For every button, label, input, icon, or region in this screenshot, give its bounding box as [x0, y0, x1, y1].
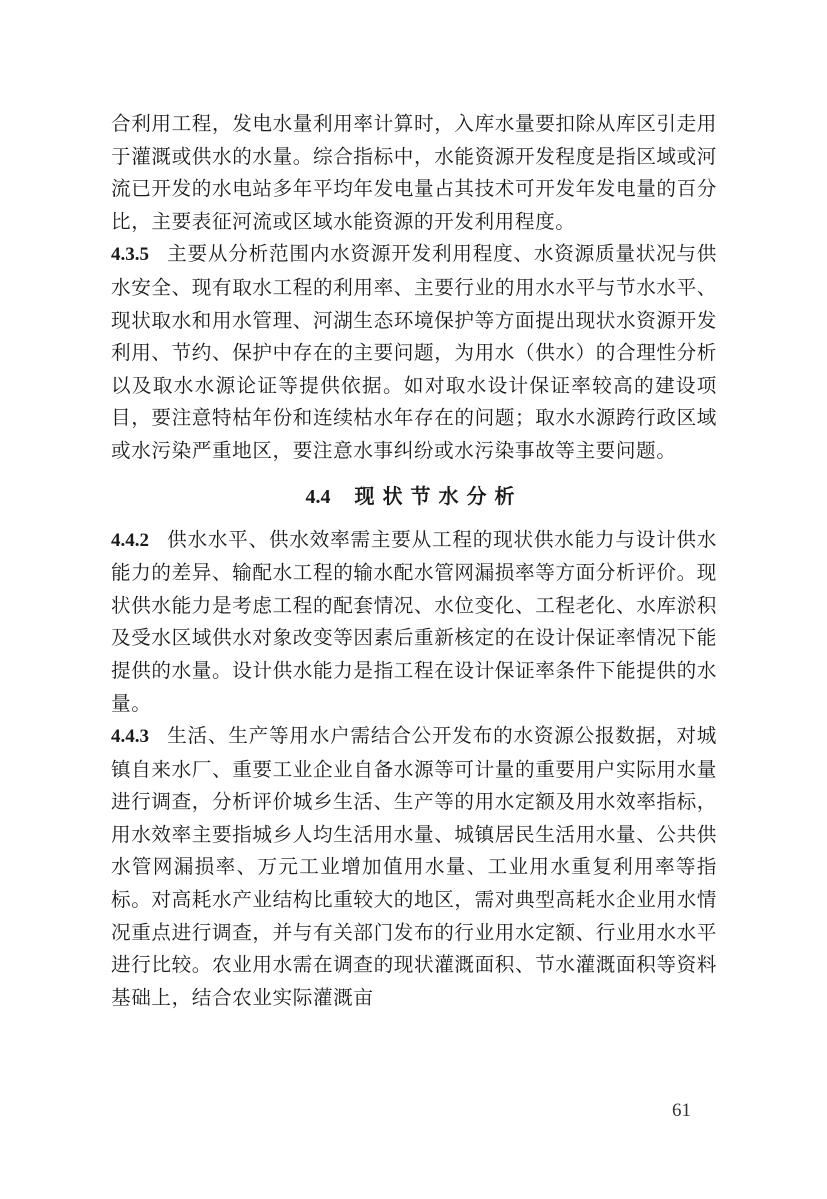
clause-number: 4.4.2 [111, 529, 149, 551]
clause-text: 生活、生产等用水户需结合公开发布的水资源公报数据，对城镇自来水厂、重要工业企业自备水源等可计量的重要用户实际用水量进行调查，分析评价城乡生活、生产等的用水定额及用水效率指标，用水效率主要指城乡人均生活用水量、城镇居民生活用水量、公共供水管网漏损率、万元工业增加值用水量、工业用水重复利用率等指标。对高耗水产业结构比重较大的地区，需对典型高耗水企业用水情况重点进行调查，并与有关部门发布的行业用水定额、行业用水水平进行比较。农业用水需在调查的现状灌溉面积、节水灌溉面积等资料基础上，结合农业实际灌溉亩 [111, 724, 717, 1009]
paragraph-continuation [111, 108, 717, 238]
clause-number: 4.3.5 [111, 244, 149, 266]
clause-number: 4.4.3 [111, 726, 149, 748]
clause-text: 主要从分析范围内水资源开发利用程度、水资源质量状况与供水安全、现有取水工程的利用率、主要行业的用水水平与节水水平、现状取水和用水管理、河湖生态环境保护等方面提出现状水资源开发利用、节约、保护中存在的主要问题，为用水（供水）的合理性分析以及取水水源论证等提供依据。如对取水设计保证率较高的建设项目，要注意特枯年份和连续枯水年存在的问题；取水水源跨行政区域或水污染严重地区，要注意水事纠纷或水污染事故等主要问题。 [111, 242, 717, 462]
clause-4-4-2 [111, 524, 717, 721]
section-heading [111, 476, 717, 516]
section-number: 4.4 [305, 485, 331, 508]
section-title: 现状节水分析 [354, 483, 523, 508]
page-number: 61 [672, 1100, 691, 1121]
paragraph-text: 合利用工程，发电水量利用率计算时，入库水量要扣除从库区引走用于灌溉或供水的水量。综合指标中，水能资源开发程度是指区域或河流已开发的水电站多年平均年发电量占其技术可开发年发电量的百分比，主要表征河流或区域水能资源的开发利用程度。 [111, 112, 717, 233]
clause-4-3-5 [111, 238, 717, 467]
clause-text: 供水水平、供水效率需主要从工程的现状供水能力与设计供水能力的差异、输配水工程的输水配水管网漏损率等方面分析评价。现状供水能力是考虑工程的配套情况、水位变化、工程老化、水库淤积及受水区域供水对象改变等因素后重新核定的在设计保证率情况下能提供的水量。设计供水能力是指工程在设计保证率条件下能提供的水量。 [111, 527, 717, 715]
page-body [111, 108, 717, 1014]
clause-4-4-3 [111, 720, 717, 1014]
